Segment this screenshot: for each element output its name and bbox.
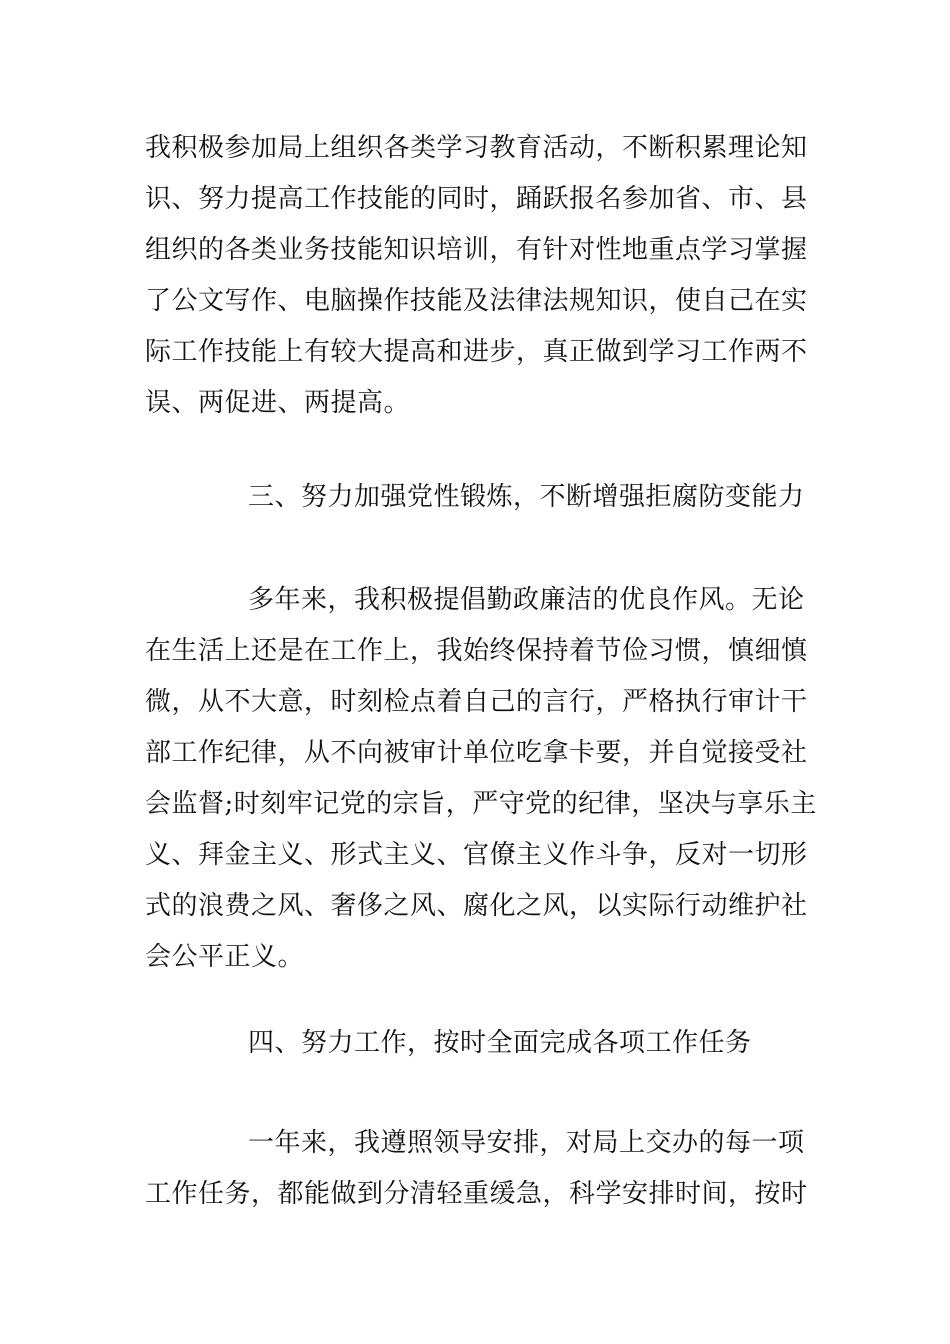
paragraph-learning xyxy=(145,123,810,429)
paragraph-line: 微，从不大意，时刻检点着自己的言行，严格执行审计干 xyxy=(145,687,808,717)
paragraph-line: 我积极参加局上组织各类学习教育活动，不断积累理论知 xyxy=(145,133,808,163)
paragraph-line: 义、拜金主义、形式主义、官僚主义作斗争，反对一切形 xyxy=(145,840,808,870)
paragraph-line: 了公文写作、电脑操作技能及法律法规知识，使自己在实 xyxy=(145,286,808,316)
paragraph-line: 组织的各类业务技能知识培训，有针对性地重点学习掌握 xyxy=(145,235,808,265)
paragraph-line: 工作任务，都能做到分清轻重缓急，科学安排时间，按时 xyxy=(145,1179,808,1209)
paragraph-line: 际工作技能上有较大提高和进步，真正做到学习工作两不 xyxy=(145,337,808,367)
paragraph-line: 会监督;时刻牢记党的宗旨，严守党的纪律，坚决与享乐主 xyxy=(145,789,817,819)
section-heading-four xyxy=(145,1018,810,1069)
paragraph-integrity xyxy=(145,575,817,983)
section-heading-text: 四、努力工作，按时全面完成各项工作任务 xyxy=(248,1028,752,1058)
paragraph-line: 一年来，我遵照领导安排，对局上交办的每一项 xyxy=(248,1128,805,1158)
paragraph-line: 会公平正义。 xyxy=(145,942,305,972)
paragraph-line: 式的浪费之风、奢侈之风、腐化之风，以实际行动维护社 xyxy=(145,891,808,921)
paragraph-line: 多年来，我积极提倡勤政廉洁的优良作风。无论 xyxy=(248,585,805,615)
paragraph-line: 误、两促进、两提高。 xyxy=(145,388,411,418)
section-heading-text: 三、努力加强党性锻炼，不断增强拒腐防变能力 xyxy=(248,482,805,512)
section-heading-three xyxy=(145,472,810,523)
paragraph-line: 识、努力提高工作技能的同时，踊跃报名参加省、市、县 xyxy=(145,184,808,214)
paragraph-line: 在生活上还是在工作上，我始终保持着节俭习惯，慎细慎 xyxy=(145,636,808,666)
paragraph-work xyxy=(145,1118,810,1220)
paragraph-line: 部工作纪律，从不向被审计单位吃拿卡要，并自觉接受社 xyxy=(145,738,808,768)
